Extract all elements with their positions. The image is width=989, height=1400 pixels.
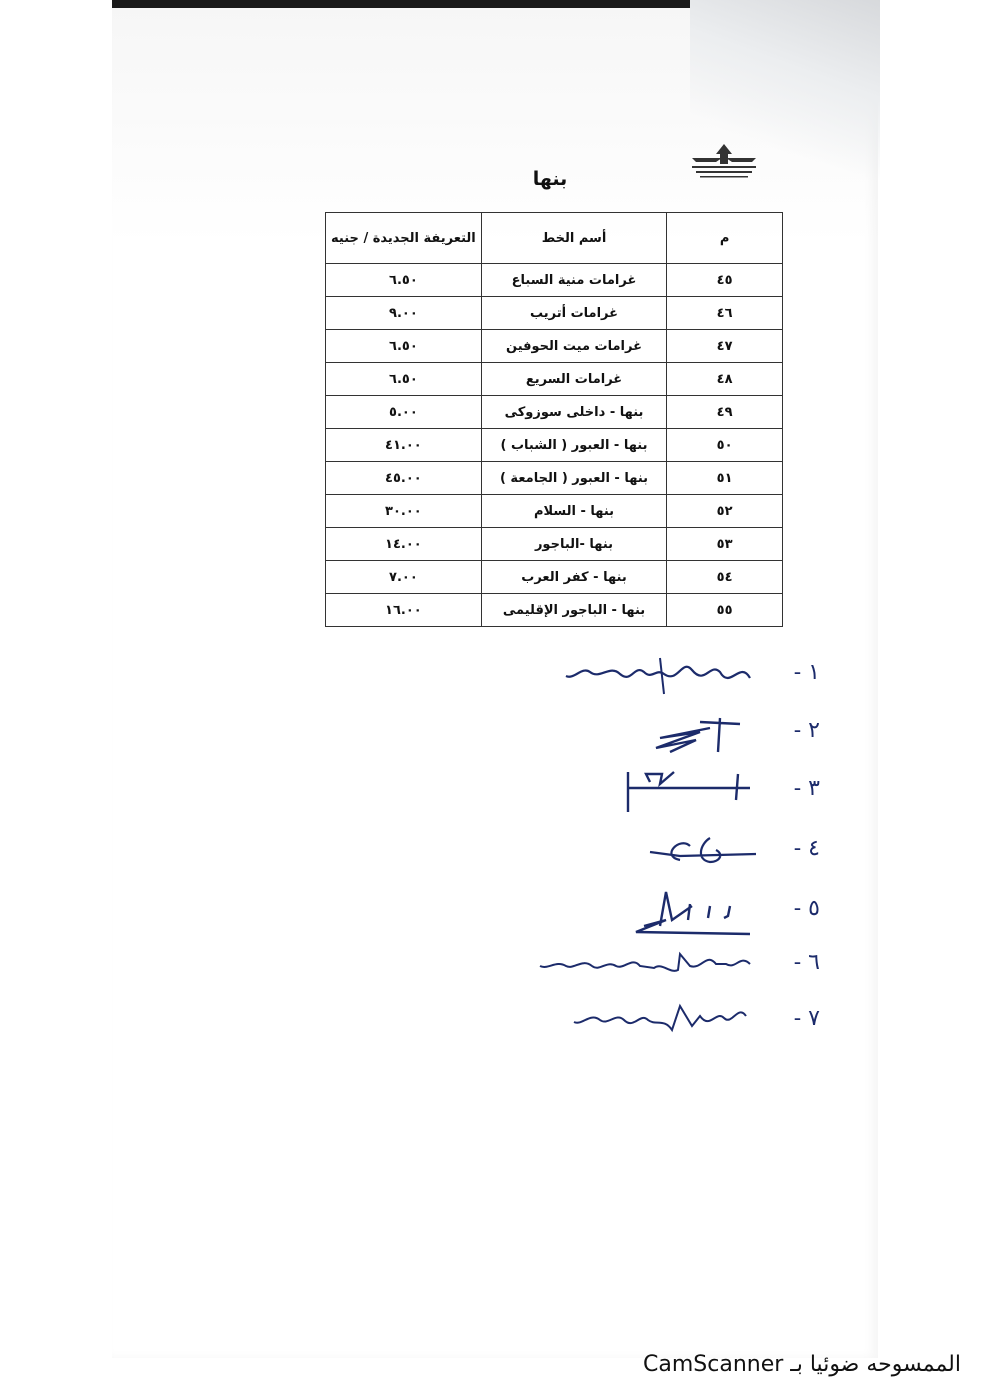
signature-number: ٦ - [793,950,820,975]
row-number: ٤٨ [667,363,783,396]
handwritten-signature [530,940,760,990]
header-line-name: أسم الخط [481,213,666,264]
handwritten-signature [560,766,760,816]
header-number: م [667,213,783,264]
row-line-name: بنها - كفر العرب [481,561,666,594]
row-tariff: ٤١.٠٠ [326,429,482,462]
signatures-block [540,650,820,1040]
camscanner-watermark: الممسوحه ضوئيا بـ CamScanner [643,1352,961,1377]
row-line-name: غرامات السريع [481,363,666,396]
signature-row [540,826,820,876]
signature-number: ٢ - [793,718,820,743]
row-number: ٥١ [667,462,783,495]
authority-logo [686,140,762,180]
row-line-name: بنها - الباجور الإقليمى [481,594,666,627]
row-line-name: غرامات منية السباع [481,264,666,297]
signature-row [540,650,820,700]
handwritten-signature [560,996,760,1046]
header-tariff: التعريفة الجديدة / جنيه [326,213,482,264]
row-number: ٤٩ [667,396,783,429]
row-tariff: ١٦.٠٠ [326,594,482,627]
tariff-table [325,212,783,627]
handwritten-signature [560,886,760,936]
table-row [326,528,783,561]
row-tariff: ١٤.٠٠ [326,528,482,561]
signature-row [540,708,820,758]
row-line-name: غرامات أتريب [481,297,666,330]
signature-row [540,766,820,816]
signature-number: ٤ - [793,836,820,861]
row-line-name: بنها - العبور ( الشباب ) [481,429,666,462]
row-number: ٤٧ [667,330,783,363]
signature-number: ٣ - [793,776,820,801]
row-number: ٥٢ [667,495,783,528]
row-number: ٥٤ [667,561,783,594]
row-line-name: بنها - السلام [481,495,666,528]
row-tariff: ٦.٥٠ [326,363,482,396]
table-row [326,594,783,627]
row-tariff: ٥.٠٠ [326,396,482,429]
row-line-name: غرامات ميت الحوفين [481,330,666,363]
table-row [326,495,783,528]
table-body [326,264,783,627]
row-number: ٤٥ [667,264,783,297]
table-row [326,330,783,363]
table-row [326,561,783,594]
signature-row [540,940,820,990]
row-tariff: ٦.٥٠ [326,330,482,363]
row-tariff: ٤٥.٠٠ [326,462,482,495]
table-row [326,264,783,297]
signature-number: ١ - [793,660,820,685]
row-number: ٥٣ [667,528,783,561]
row-tariff: ٩.٠٠ [326,297,482,330]
table-row [326,429,783,462]
signature-number: ٧ - [793,1006,820,1031]
table-row [326,462,783,495]
row-tariff: ٣٠.٠٠ [326,495,482,528]
row-number: ٥٥ [667,594,783,627]
table-row [326,297,783,330]
signature-row [540,996,820,1046]
city-title: بنها [532,168,568,190]
signature-number: ٥ - [793,896,820,921]
row-tariff: ٧.٠٠ [326,561,482,594]
table-row [326,363,783,396]
handwritten-signature [560,826,760,876]
table-row [326,396,783,429]
row-number: ٤٦ [667,297,783,330]
scan-top-edge [112,0,712,8]
signature-row [540,886,820,936]
row-line-name: بنها -الباجور [481,528,666,561]
row-line-name: بنها - داخلى سوزوكى [481,396,666,429]
row-line-name: بنها - العبور ( الجامعة ) [481,462,666,495]
table-header-row [326,213,783,264]
row-tariff: ٦.٥٠ [326,264,482,297]
handwritten-signature [560,708,760,758]
row-number: ٥٠ [667,429,783,462]
handwritten-signature [560,650,760,700]
